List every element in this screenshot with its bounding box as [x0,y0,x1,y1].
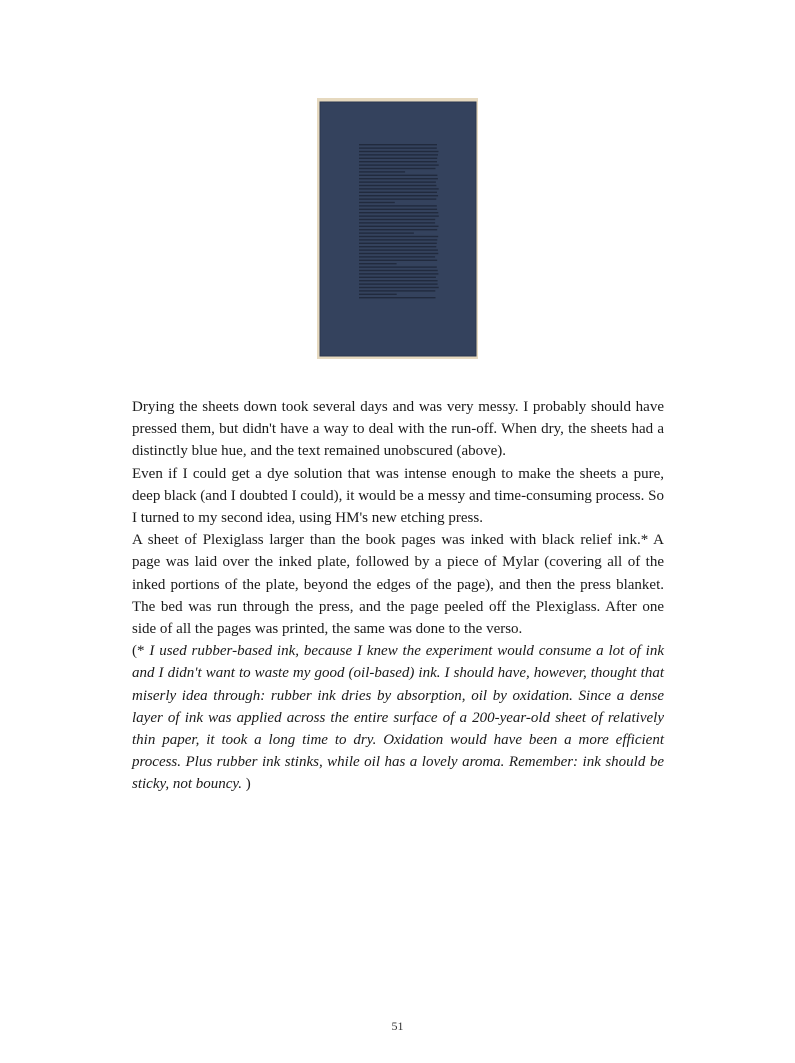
sheet-text-line [359,283,438,284]
sheet-text-line [359,263,397,264]
sheet-text-line [359,229,437,230]
body-text [132,396,664,796]
sheet-text-line [359,181,436,182]
sheet-text-line [359,185,436,186]
sheet-text-line [359,290,435,291]
sheet-text-line [359,246,436,247]
sheet-text-line [359,151,439,152]
sheet-text-line [359,277,436,278]
sheet-text-line [359,280,438,281]
sheet-text-line [359,175,437,176]
footnote-close: ) [241,776,251,793]
footnote-open: (* [132,643,145,660]
sheet-text-line [359,239,437,240]
sheet-text-line [359,158,437,159]
sheet-text-line [359,260,437,261]
sheet-text-line [359,195,438,196]
sheet-text-line [359,243,437,244]
sheet-text-line [359,256,435,257]
sheet-text-line [359,147,437,148]
page-number: 51 [391,1019,404,1033]
sheet-text-line [359,164,439,165]
sheet-text-line [359,266,437,267]
footnote-body: I used rubber-based ink, because I knew the experiment would consume a lot of ink and I didn't want to waste my good (oil-based) ink. I should have, however, thought that miserly idea through: rubber ink dries by absorption, oil by oxidation. Since a dense layer of ink was applied across the entire surface of a 200-year-old sheet of relatively thin paper, it took a long time to dry. Oxidation would have been a more efficient process. Plus rubber ink stinks, while oil has a lovely aroma. Remember: ink should be sticky, not bouncy. [132,643,664,793]
sheet-text-line [359,287,439,288]
sheet-text-line [359,236,438,237]
sheet-text-line [359,154,438,155]
sheet-text-line [359,297,436,298]
sheet-text-line [359,270,438,271]
sheet-text-line [359,161,437,162]
footnote [132,640,664,795]
sheet-text-line [359,273,438,274]
paragraph-drying: Drying the sheets down took several days and was very messy. I probably should have pressed them, but didn't have a way to deal with the run-off. When dry, the sheets had a distinctly blue hue, and the text remained unobscured (above). [132,399,664,460]
paragraph-plexiglass-press: A sheet of Plexiglass larger than the book pages was inked with black relief ink.* A page was laid over the inked plate, followed by a piece of Mylar (covering all of the inked portions of the plate, beyond the edges of the page), and then the press blanket. The bed was run through the press, and the page peeled off the Plexiglass. After one side of all the pages was printed, the same was done to the verso. [132,532,664,638]
sheet-text-line [359,178,438,179]
sheet-text-line [359,212,438,213]
sheet-text-line [359,209,437,210]
sheet-text-line [359,168,436,169]
sheet-text-line [359,198,436,199]
sheet-text-line [359,219,435,220]
sheet-text-line [359,215,439,216]
sheet-text-line [359,205,437,206]
sheet-text-line [359,249,438,250]
sheet-text-line [359,202,395,203]
sheet-text-line [359,253,438,254]
sheet-text-line [359,226,439,227]
sheet-text-line [359,144,437,145]
dyed-blue-sheet-photo-icon [317,98,478,359]
sheet-text-line [359,171,405,172]
sheet-text-line [359,232,414,233]
sheet-text-line [359,188,439,189]
sheet-text-line [359,294,397,295]
sheet-text-line [359,222,435,223]
dyed-sheet-figure [317,98,478,359]
paragraph-dye-solution: Even if I could get a dye solution that was intense enough to make the sheets a pure, deep black (and I doubted I could), it would be a messy and time-consuming process. So I turned to my second idea, using HM's new etching press. [132,465,664,527]
sheet-text-line [359,192,437,193]
